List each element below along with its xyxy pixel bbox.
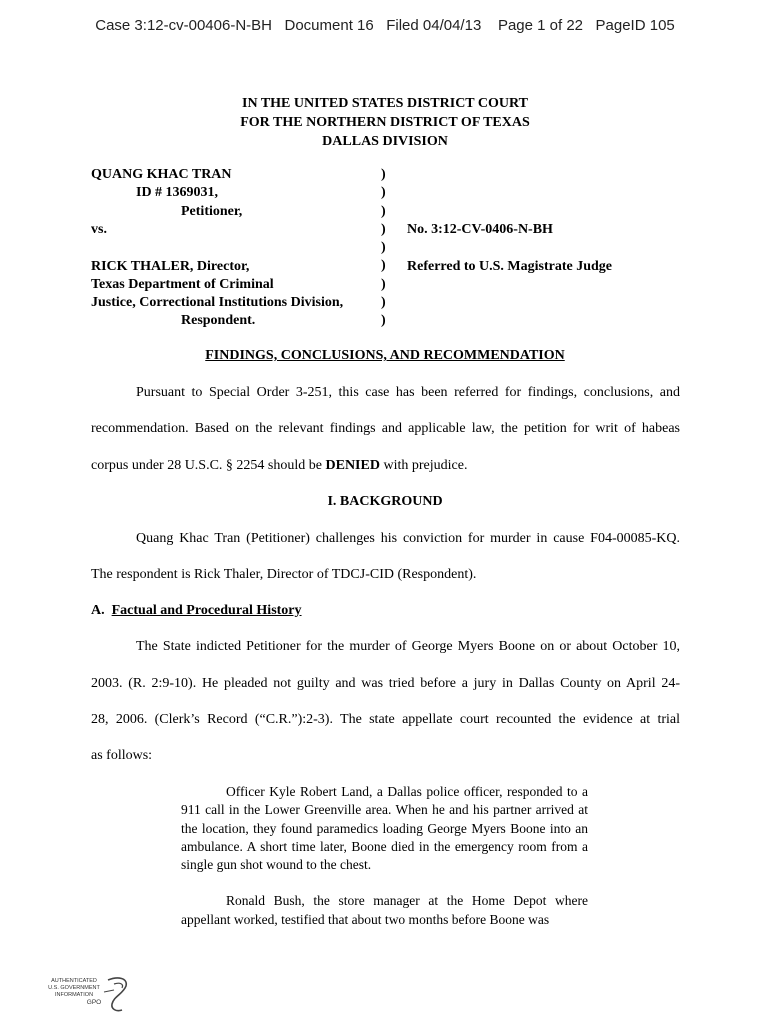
gpo-authentication-logo <box>44 974 144 1014</box>
quote-paragraph-2: Ronald Bush, the store manager at the Home Depot where appellant worked, testified that about two months before Boone was <box>181 893 588 927</box>
respondent-role: Respondent. <box>181 313 256 329</box>
court-line-2: FOR THE NORTHERN DISTRICT OF TEXAS <box>240 115 530 130</box>
subsection-heading <box>91 603 680 619</box>
versus-label: vs. <box>91 221 107 237</box>
respondent-agency-2: Justice, Correctional Institutions Division, <box>91 295 344 311</box>
referral-note: Referred to U.S. Magistrate Judge <box>407 258 613 274</box>
logo-line-1: AUTHENTICATED <box>51 978 97 984</box>
document-title: FINDINGS, CONCLUSIONS, AND RECOMMENDATION <box>205 348 565 363</box>
case-number: No. 3:12-CV-0406-N-BH <box>407 221 553 237</box>
quote-paragraph-1: Officer Kyle Robert Land, a Dallas police officer, responded to a 911 call in the Lower Greenville area. When he and his partner arrived at the location, they found paramedics loading George Myers Boone into an ambulance. A short time later, Boone died in the emergency room from a single gun shot wound to the chest. <box>181 784 588 873</box>
subsection-label: A. <box>91 603 105 618</box>
respondent-agency-1: Texas Department of Criminal <box>91 276 274 292</box>
background-line-2: The respondent is Rick Thaler, Director of TDCJ-CID (Respondent). <box>91 567 477 582</box>
section-heading-background: I. BACKGROUND <box>327 494 443 509</box>
ecf-header-stamp: Case 3:12-cv-00406-N-BH Document 16 Filed 04/04/13 Page 1 of 22 PageID 105 <box>95 17 675 34</box>
history-line-4: as follows: <box>91 748 153 763</box>
logo-line-2: U.S. GOVERNMENT <box>48 985 100 991</box>
logo-line-4: GPO <box>86 999 102 1006</box>
court-heading <box>0 94 770 151</box>
court-line-1: IN THE UNITED STATES DISTRICT COURT <box>242 96 528 111</box>
intro-text-end: with prejudice. <box>379 458 468 473</box>
denied-emphasis: DENIED <box>325 458 380 473</box>
petitioner-name: QUANG KHAC TRAN <box>91 167 232 182</box>
intro-line-1: Pursuant to Special Order 3-251, this case has been referred for findings, conclusions, and <box>136 385 680 400</box>
caption-parentheses: ) ) ) ) ) ) ) ) ) <box>381 167 386 329</box>
history-line-2: 2003. (R. 2:9-10). He pleaded not guilty and was tried before a jury in Dallas County on April 24- <box>91 676 680 691</box>
court-line-3: DALLAS DIVISION <box>322 134 448 149</box>
logo-line-3: INFORMATION <box>54 992 94 998</box>
respondent-name: RICK THALER, Director, <box>91 258 250 274</box>
history-line-1: The State indicted Petitioner for the murder of George Myers Boone on or about October 10, <box>136 639 680 654</box>
background-line-1: Quang Khac Tran (Petitioner) challenges his conviction for murder in cause F04-00085-KQ. <box>136 531 680 546</box>
gpo-eagle-icon <box>44 974 144 1014</box>
block-quote <box>181 783 588 929</box>
intro-text: corpus under 28 U.S.C. § 2254 should be <box>91 458 326 473</box>
subsection-title: Factual and Procedural History <box>111 603 302 618</box>
intro-line-2: recommendation. Based on the relevant findings and applicable law, the petition for writ of habeas <box>91 421 680 436</box>
intro-line-3 <box>91 458 680 474</box>
petitioner-id: ID # 1369031, <box>136 185 219 201</box>
petitioner-role: Petitioner, <box>181 203 243 219</box>
history-line-3: 28, 2006. (Clerk’s Record (“C.R.”):2-3). The state appellate court recounted the evidence at trial <box>91 712 680 727</box>
